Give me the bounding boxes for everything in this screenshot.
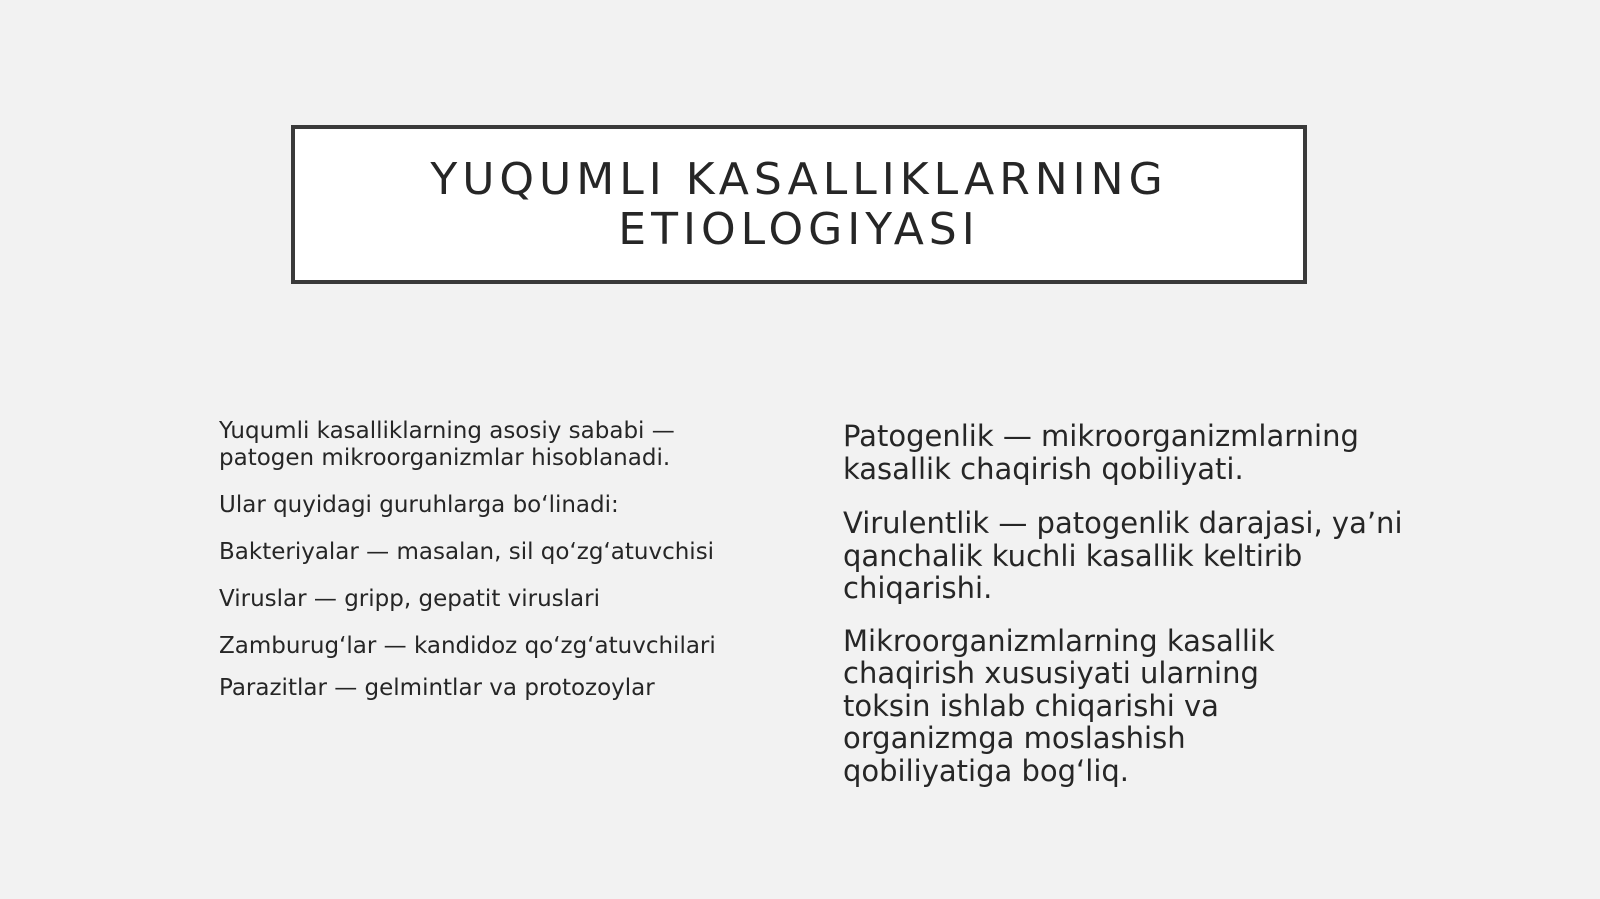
- left-paragraph-6: Parazitlar — gelmintlar va protozoylar: [219, 675, 655, 701]
- right-text-column: [843, 420, 1403, 809]
- title-line-1: YUQUMLI KASALLIKLARNING: [430, 153, 1168, 205]
- left-paragraph-1: Yuqumli kasalliklarning asosiy sababi — patogen mikroorganizmlar hisoblanadi.: [219, 418, 675, 471]
- right-paragraph-2: Virulentlik — patogenlik darajasi, ya’ni qanchalik kuchli kasallik keltirib chiqarishi.: [843, 506, 1403, 605]
- right-paragraph-1: Patogenlik — mikroorganizmlarning kasallik chaqirish qobiliyati.: [843, 419, 1359, 486]
- left-paragraph-4: Viruslar — gripp, gepatit viruslari: [219, 586, 600, 612]
- title-box: [291, 125, 1307, 284]
- slide-title: [430, 155, 1167, 255]
- left-text-column: [219, 418, 759, 702]
- left-paragraph-5: Zamburug‘lar — kandidoz qo‘zg‘atuvchilari: [219, 633, 716, 659]
- right-paragraph-3: Mikroorganizmlarning kasallik chaqirish xususiyati ularning toksin ishlab chiqarishi va organizmga moslashish qobiliyatiga bog‘liq.: [843, 623, 1275, 788]
- left-paragraph-3: Bakteriyalar — masalan, sil qo‘zg‘atuvchisi: [219, 539, 715, 565]
- title-line-2: ETIOLOGIYASI: [618, 203, 980, 255]
- left-paragraph-2: Ular quyidagi guruhlarga bo‘linadi:: [219, 492, 619, 518]
